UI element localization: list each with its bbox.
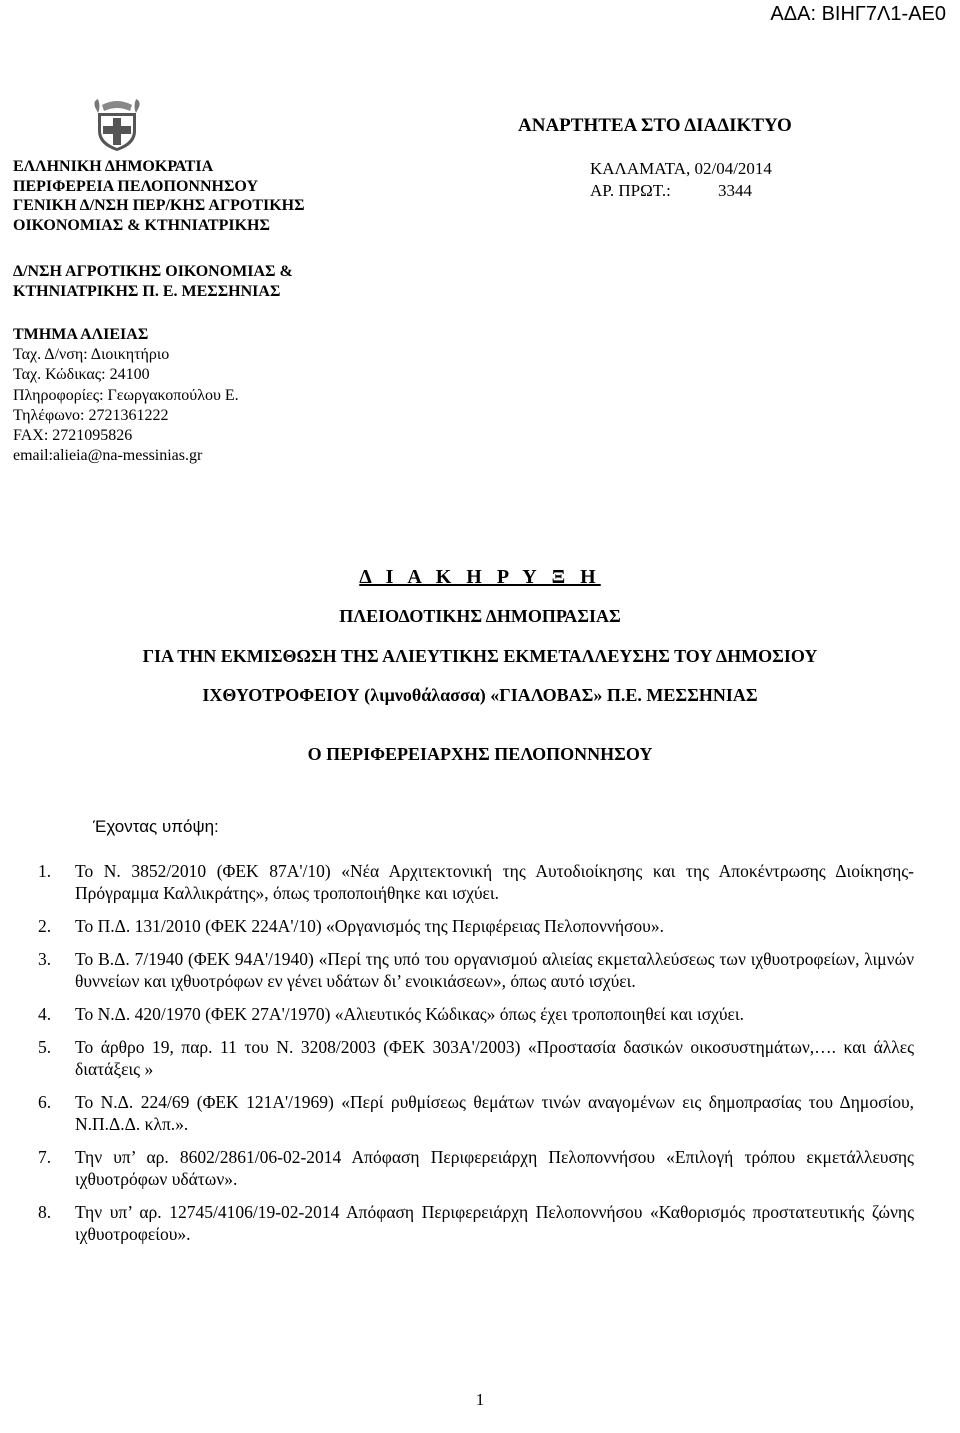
greek-coat-of-arms-icon [92,97,142,153]
item-number: 7. [38,1147,52,1167]
list-item [38,1201,914,1245]
legal-basis-list [38,860,914,1256]
header-line: ΠΕΡΙΦΕΡΕΙΑ ΠΕΛΟΠΟΝΝΗΣΟΥ [13,177,258,195]
page-number: 1 [475,1390,485,1409]
department-postal-code: Ταχ. Κώδικας: 24100 [13,366,150,384]
internet-posting-notice: ΑΝΑΡΤΗΤΕΑ ΣΤΟ ΔΙΑΔΙΚΤΥΟ [518,115,792,136]
directorate-line: ΚΤΗΝΙΑΤΡΙΚΗΣ Π. Ε. ΜΕΣΣΗΝΙΑΣ [13,282,281,300]
list-item [38,948,914,992]
regional-governor-heading: Ο ΠΕΡΙΦΕΡΕΙΑΡΧΗΣ ΠΕΛΟΠΟΝΝΗΣΟΥ [307,744,653,764]
item-text: Το άρθρο 19, παρ. 11 του Ν. 3208/2003 (ΦΕΚ 303Α'/2003) «Προστασία δασικών οικοσυστημάτων,…. και άλλες διατάξεις » [75,1037,914,1079]
department-name: ΤΜΗΜΑ ΑΛΙΕΙΑΣ [13,326,149,343]
item-text: Το Π.Δ. 131/2010 (ΦΕΚ 224Α'/10) «Οργανισμός της Περιφέρειας Πελοποννήσου». [75,916,664,936]
item-text: Την υπ’ αρ. 8602/2861/06-02-2014 Απόφαση Περιφερειάρχη Πελοποννήσου «Επιλογή τρόπου εκμετάλλευσης ιχθυοτρόφων υδάτων». [75,1147,914,1189]
department-contact-person: Πληροφορίες: Γεωργακοπούλου Ε. [13,386,239,404]
list-item [38,1091,914,1135]
department-fax: FAX: 2721095826 [13,427,133,445]
department-phone: Τηλέφωνο: 2721361222 [13,406,169,424]
item-text: Το Ν.Δ. 420/1970 (ΦΕΚ 27Α'/1970) «Αλιευτικός Κώδικας» όπως έχει τροποποιηθεί και ισχύει. [75,1004,744,1024]
subtitle-line: ΠΛΕΙΟΔΟΤΙΚΗΣ ΔΗΜΟΠΡΑΣΙΑΣ [339,606,621,626]
organization-header [13,157,305,235]
department-info [13,325,239,466]
protocol-row [590,180,772,202]
item-number: 3. [38,949,52,969]
directorate-line: Δ/ΝΣΗ ΑΓΡΟΤΙΚΗΣ ΟΙΚΟΝΟΜΙΑΣ & [13,263,293,280]
document-title: Δ Ι Α Κ Η Ρ Υ Ξ Η [359,566,601,588]
item-number: 4. [38,1004,52,1024]
item-number: 5. [38,1037,52,1057]
subtitle-line: ΓΙΑ ΤΗΝ ΕΚΜΙΣΘΩΣΗ ΤΗΣ ΑΛΙΕΥΤΙΚΗΣ ΕΚΜΕΤΑΛΛΕΥΣΗΣ ΤΟΥ ΔΗΜΟΣΙΟΥ [142,646,818,666]
item-number: 2. [38,916,52,936]
header-line: ΓΕΝΙΚΗ Δ/ΝΣΗ ΠΕΡ/ΚΗΣ ΑΓΡΟΤΙΚΗΣ [13,197,305,215]
header-line: ΕΛΛΗΝΙΚΗ ΔΗΜΟΚΡΑΤΙΑ [13,158,214,175]
list-item [38,860,914,904]
directorate-header [13,262,293,301]
header-line: ΟΙΚΟΝΟΜΙΑΣ & ΚΤΗΝΙΑΤΡΙΚΗΣ [13,216,270,234]
date-and-protocol [590,158,772,202]
list-item [38,1003,914,1025]
department-email: email:alieia@na-messinias.gr [13,447,203,465]
department-address: Ταχ. Δ/νση: Διοικητήριο [13,346,170,364]
ada-code: ΑΔΑ: ΒΙΗΓ7Λ1-ΑΕ0 [770,3,946,25]
considering-label: Έχοντας υπόψη: [93,817,219,836]
item-text: Την υπ’ αρ. 12745/4106/19-02-2014 Απόφαση Περιφερειάρχη Πελοποννήσου «Καθορισμός προστατευτικής ζώνης ιχθυοτροφείου». [75,1202,914,1244]
subtitle-line: ΙΧΘΥΟΤΡΟΦΕΙΟΥ (λιμνοθάλασσα) «ΓΙΑΛΟΒΑΣ» Π.Ε. ΜΕΣΣΗΝΙΑΣ [202,685,758,705]
item-number: 6. [38,1092,52,1112]
city-date: ΚΑΛΑΜΑΤΑ, 02/04/2014 [590,159,772,178]
protocol-label: ΑΡ. ΠΡΩΤ.: [590,181,671,200]
item-text: Το Ν.Δ. 224/69 (ΦΕΚ 121Α'/1969) «Περί ρυθμίσεως θεμάτων τινών αναγομένων εις δημοπρασίας του Δημοσίου, Ν.Π.Δ.Δ. κλπ.». [75,1092,914,1134]
list-item [38,915,914,937]
item-number: 8. [38,1202,52,1222]
item-number: 1. [38,861,52,881]
list-item [38,1036,914,1080]
protocol-number: 3344 [718,181,752,200]
item-text: Το Ν. 3852/2010 (ΦΕΚ 87Α'/10) «Νέα Αρχιτεκτονική της Αυτοδιοίκησης και της Αποκέντρωσης Διοίκησης-Πρόγραμμα Καλλικράτης», όπως τροποποιήθηκε και ισχύει. [75,861,914,903]
list-item [38,1146,914,1190]
item-text: Το Β.Δ. 7/1940 (ΦΕΚ 94Α'/1940) «Περί της υπό του οργανισμού αλιείας εκμεταλλεύσεως των ιχθυοτροφείων, λιμνών θυννείων και ιχθυοτρόφων εν γένει υδάτων δι’ ενοικιάσεων», όπως αυτό ισχύει. [75,949,914,991]
